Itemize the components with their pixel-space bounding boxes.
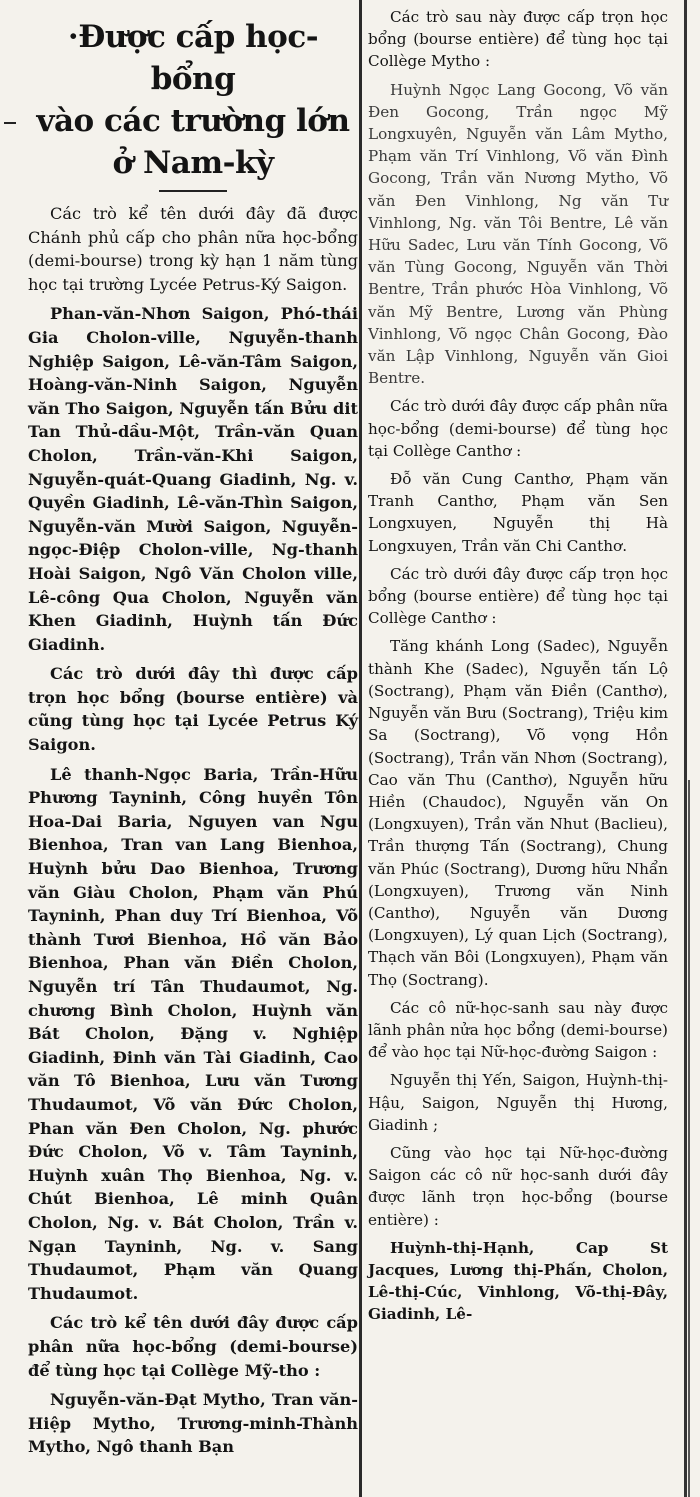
column-divider xyxy=(359,0,362,1497)
left-paragraph: Các trò dưới đây thì được cấp trọn học bổng (bourse entière) và cũng tùng học tại Lycée Petrus Ký Saigon. xyxy=(28,664,358,755)
left-paragraph: Các trò kể tên dưới đây đã được Chánh phủ cấp cho phân nữa học-bổng (demi-bourse) trong kỳ hạn 1 năm tùng học tại trường Lycée Petrus-Ký Saigon. xyxy=(28,204,358,294)
left-column xyxy=(28,8,358,1465)
right-paragraph: Đỗ văn Cung Canthơ, Phạm văn Tranh Canthơ, Phạm văn Sen Longxuyen, Nguyễn thị Hà Longxuyen, Trần văn Chi Canthơ. xyxy=(368,470,668,555)
right-column xyxy=(368,6,668,1332)
right-paragraph: Các trò sau này được cấp trọn học bổng (bourse entière) để tùng học tại Collège Mytho : xyxy=(368,8,668,71)
left-paragraph: Các trò kể tên dưới đây được cấp phân nữa học-bổng (demi-bourse) để tùng học tại Collège Mỹ-tho : xyxy=(28,1313,358,1380)
left-paragraph: Lê thanh-Ngọc Baria, Trần-Hữu Phương Tayninh, Công huyền Tôn Hoa-Dai Baria, Nguyen van Ngu Bienhoa, Tran van Lang Bienhoa, Huỳnh bửu Dao Bienhoa, Trương văn Giàu Cholon, Phạm văn Phú Tayninh, Phan duy Trí Bienhoa, Võ thành Tươi Bienhoa, Hồ văn Bảo Bienhoa, Phan văn Điền Cholon, Nguyễn trí Tân Thudaumot, Ng. chương Bình Cholon, Huỳnh văn Bát Cholon, Đặng v. Nghiệp Giadinh, Đinh văn Tài Giadinh, Cao văn Tô Bienhoa, Lưu văn Tương Thudaumot, Võ văn Đức Cholon, Phan văn Đen Cholon, Ng. phước Đức Cholon, Võ v. Tâm Tayninh, Huỳnh xuân Thọ Bienhoa, Ng. v. Chút Bienhoa, Lê minh Quân Cholon, Ng. v. Bát Cholon, Trần v. Ngạn Tayninh, Ng. v. Sang Thudaumot, Phạm văn Quang Thudaumot. xyxy=(28,764,358,1303)
right-paragraph: Cũng vào học tại Nữ-học-đường Saigon các cô nữ học-sanh dưới đây được lãnh trọn học-bổng (bourse entière) : xyxy=(368,1143,668,1229)
right-paragraph: Nguyễn thị Yến, Saigon, Huỳnh-thị-Hậu, Saigon, Nguyễn thị Hương, Giadinh ; xyxy=(368,1071,668,1134)
article-headline xyxy=(28,16,358,184)
headline-line-1: ·Được cấp học-bổng xyxy=(67,19,319,97)
headline-line-2: vào các trường lớn xyxy=(36,103,350,139)
headline-rule xyxy=(159,190,227,192)
right-paragraph: Huỳnh-thị-Hạnh, Cap St Jacques, Lương thị-Phấn, Cholon, Lê-thị-Cúc, Vinhlong, Võ-thị-Đây, Giadinh, Lê- xyxy=(368,1238,668,1324)
right-paragraph: Các cô nữ-học-sanh sau này được lãnh phân nửa học bổng (demi-bourse) để vào học tại Nữ-học-đường Saigon : xyxy=(368,998,668,1062)
left-paragraph: Nguyễn-văn-Đạt Mytho, Tran văn-Hiệp Mytho, Trương-minh-Thành Mytho, Ngô thanh Bạn xyxy=(28,1390,358,1457)
right-paragraph: Các trò dưới đây được cấp phân nữa học-bổng (demi-bourse) để tùng học tại Collège Canthơ : xyxy=(368,397,668,460)
page-edge-rule xyxy=(684,0,687,1497)
page-edge-rule-secondary xyxy=(688,780,690,1497)
margin-mark xyxy=(4,122,16,124)
right-paragraph: Tăng khánh Long (Sadec), Nguyễn thành Khe (Sadec), Nguyễn tấn Lộ (Soctrang), Phạm văn Điền (Canthơ), Nguyễn văn Bưu (Soctrang), Triệu kim Sa (Soctrang), Võ vọng Hồn (Soctrang), Trần văn Nhơn (Soctrang), Cao văn Thu (Canthơ), Nguyễn hữu Hiền (Chaudoc), Nguyễn văn On (Longxuyen), Trần văn Nhut (Baclieu), Trần thượng Tấn (Soctrang), Chung văn Phúc (Soctrang), Dương hữu Nhẩn (Longxuyen), Trương văn Ninh (Canthơ), Nguyễn văn Dương (Longxuyen), Lý quan Lịch (Soctrang), Thạch văn Bôi (Longxuyen), Phạm văn Thọ (Soctrang). xyxy=(368,637,668,989)
right-paragraph: Các trò dưới đây được cấp trọn học bổng (bourse entière) để tùng học tại Collège Canthơ : xyxy=(368,564,668,628)
headline-line-3: ở Nam-kỳ xyxy=(112,145,274,181)
right-paragraph: Huỳnh Ngọc Lang Gocong, Võ văn Đen Gocong, Trần ngọc Mỹ Longxuyên, Nguyễn văn Lâm Mytho, Phạm văn Trí Vinhlong, Võ văn Đình Gocong, Trần văn Nương Mytho, Võ văn Đen Vinhlong, Ng văn Tư Vinhlong, Ng. văn Tôi Bentre, Lê văn Hữu Sadec, Lưu văn Tính Gocong, Võ văn Tùng Gocong, Nguyễn văn Thời Bentre, Trần phước Hòa Vinhlong, Võ văn Mỹ Bentre, Lương văn Phùng Vinhlong, Võ ngọc Chân Gocong, Đào văn Lập Vinhlong, Nguyễn văn Gioi Bentre. xyxy=(368,80,668,388)
left-paragraph: Phan-văn-Nhơn Saigon, Phó-thái Gia Cholon-ville, Nguyễn-thanh Nghiệp Saigon, Lê-văn-Tâm Saigon, Hoàng-văn-Ninh Saigon, Nguyễn văn Tho Saigon, Nguyễn tấn Bửu dit Tan Thủ-dầu-Một, Trần-văn Quan Cholon, Trần-văn-Khi Saigon, Nguyễn-quát-Quang Giadinh, Ng. v. Quyền Giadinh, Lê-văn-Thìn Saigon, Nguyễn-văn Mười Saigon, Nguyễn-ngọc-Điệp Cholon-ville, Ng-thanh Hoài Saigon, Ngô Văn Cholon ville, Lê-công Qua Cholon, Nguyễn văn Khen Giadinh, Huỳnh tấn Đức Giadinh. xyxy=(28,304,358,654)
